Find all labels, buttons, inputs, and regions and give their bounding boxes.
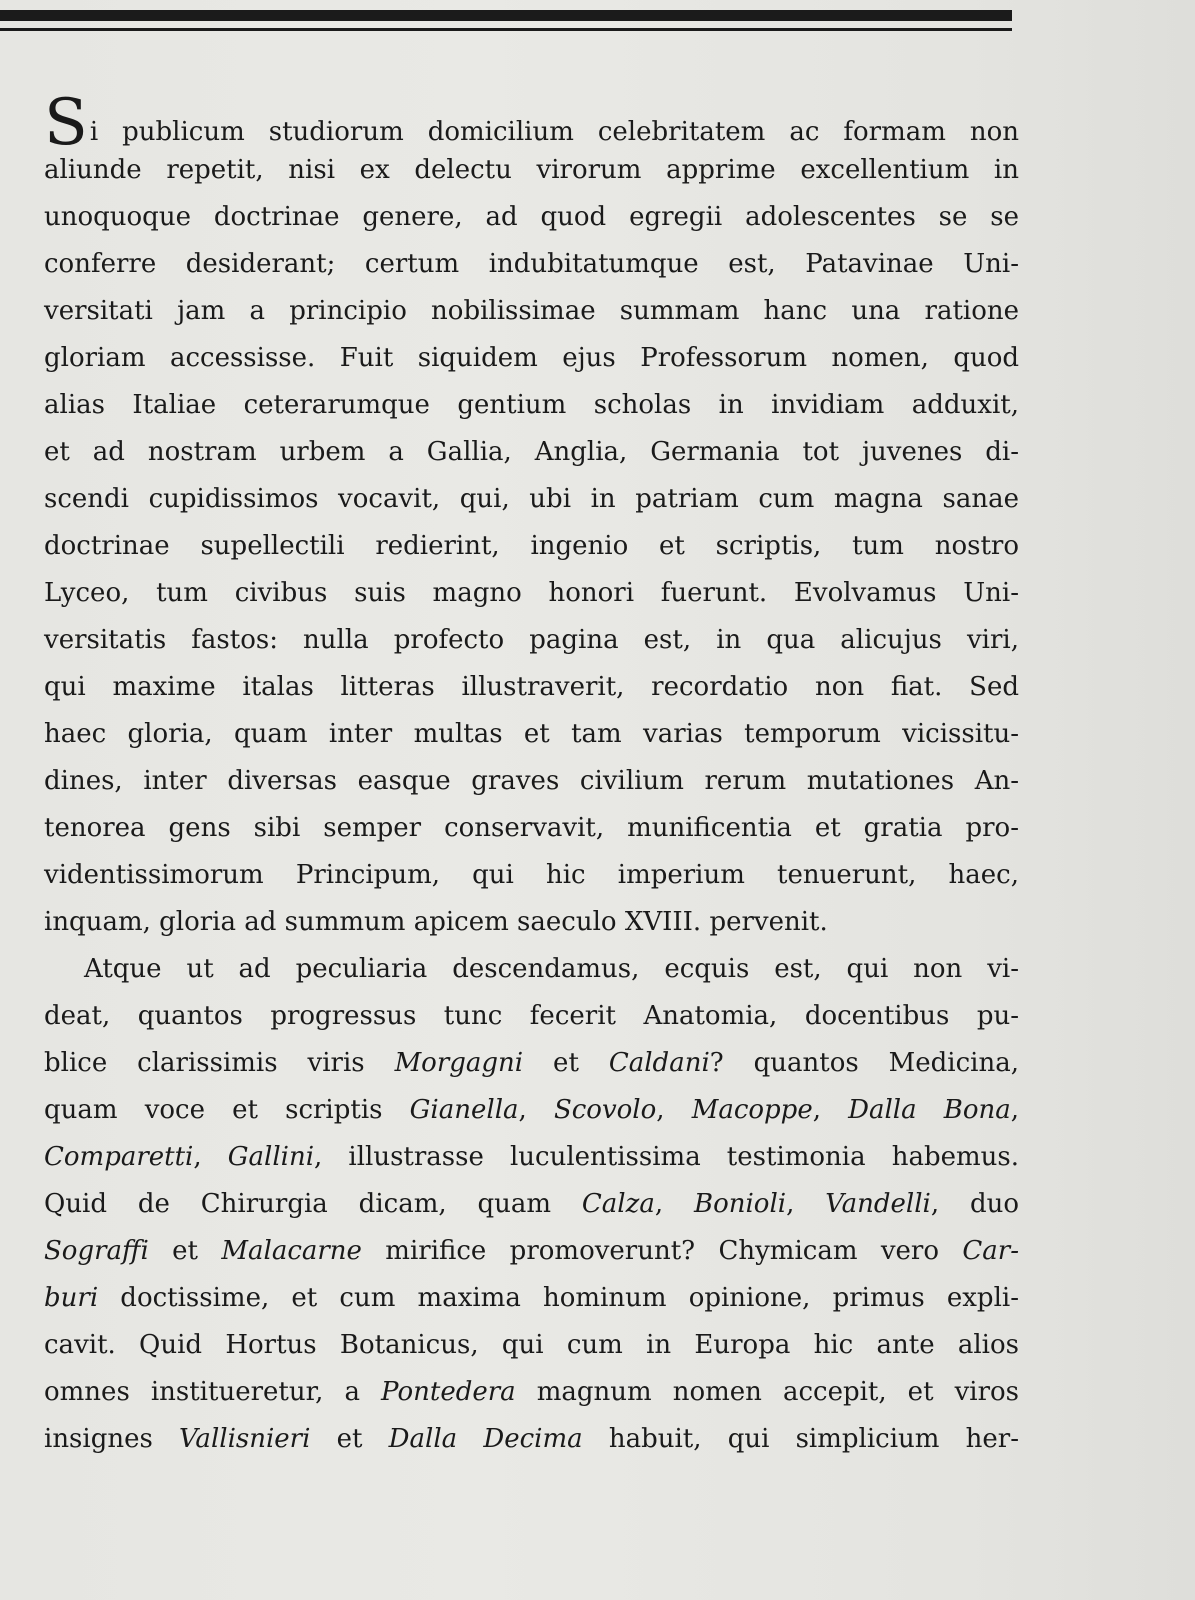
name-morgagni: Morgagni bbox=[394, 1048, 524, 1078]
text-line: Atque ut ad peculiaria descendamus, ecquis est, qui non vi- bbox=[84, 954, 1019, 984]
name-calza: Calza bbox=[581, 1189, 655, 1219]
text-line: Comparetti, Gallini, illustrasse luculentissima testimonia habemus. bbox=[44, 1142, 1020, 1172]
text-line: cavit. Quid Hortus Botanicus, qui cum in Europa hic ante alios bbox=[44, 1330, 1019, 1360]
page-text bbox=[44, 86, 1020, 1463]
name-dalla-decima: Dalla Decima bbox=[388, 1424, 583, 1454]
text-line: Quid de Chirurgia dicam, quam Calza, Bonioli, Vandelli, duo bbox=[44, 1189, 1020, 1219]
text-line: versitati jam a principio nobilissimae summam hanc una ratione bbox=[44, 296, 1019, 326]
name-scovolo: Scovolo bbox=[553, 1095, 657, 1125]
paragraph-2 bbox=[44, 946, 1019, 1463]
name-carburi: Car- bbox=[962, 1236, 1019, 1266]
text-line: alias Italiae ceterarumque gentium scholas in invidiam adduxit, bbox=[44, 390, 1019, 420]
text-line: tenorea gens sibi semper conservavit, munificentia et gratia pro- bbox=[44, 813, 1019, 843]
text-line: quam voce et scriptis Gianella, Scovolo, Macoppe, Dalla Bona, bbox=[44, 1095, 1020, 1125]
text-line: aliunde repetit, nisi ex delectu virorum apprime excellentium in bbox=[44, 155, 1019, 185]
drop-cap: S bbox=[44, 86, 88, 160]
text-line: insignes Vallisnieri et Dalla Decima habuit, qui simplicium her- bbox=[44, 1424, 1020, 1454]
name-dalla-bona: Dalla Bona bbox=[848, 1095, 1011, 1125]
name-vallisnieri: Vallisnieri bbox=[179, 1424, 311, 1454]
text-line: qui maxime italas litteras illustraverit, recordatio non fiat. Sed bbox=[44, 672, 1019, 702]
text-line: Lyceo, tum civibus suis magno honori fuerunt. Evolvamus Uni- bbox=[44, 578, 1019, 608]
name-malacarne: Malacarne bbox=[221, 1236, 362, 1266]
header-rule-thick bbox=[0, 10, 1012, 21]
text-line: buri doctissime, et cum maxima hominum opinione, primus expli- bbox=[44, 1283, 1019, 1313]
paragraph-1 bbox=[44, 86, 1019, 946]
name-macoppe: Macoppe bbox=[691, 1095, 813, 1125]
name-gallini: Gallini bbox=[227, 1142, 315, 1172]
text-line: inquam, gloria ad summum apicem saeculo XVIII. pervenit. bbox=[44, 907, 828, 937]
name-sograffi: Sograffi bbox=[44, 1236, 149, 1266]
text-line: conferre desiderant; certum indubitatumque est, Patavinae Uni- bbox=[44, 249, 1019, 279]
text-line: Sograffi et Malacarne mirifice promoverunt? Chymicam vero Car- bbox=[44, 1236, 1019, 1266]
header-rule-thin bbox=[0, 28, 1012, 31]
text-line: doctrinae supellectili redierint, ingenio et scriptis, tum nostro bbox=[44, 531, 1019, 561]
name-carburi: buri bbox=[44, 1283, 99, 1313]
name-comparetti: Comparetti bbox=[44, 1142, 194, 1172]
text-line: blice clarissimis viris Morgagni et Caldani? quantos Medicina, bbox=[44, 1048, 1020, 1078]
name-vandelli: Vandelli bbox=[825, 1189, 931, 1219]
text-line: unoquoque doctrinae genere, ad quod egregii adolescentes se se bbox=[44, 202, 1019, 232]
text-line: scendi cupidissimos vocavit, qui, ubi in patriam cum magna sanae bbox=[44, 484, 1019, 514]
name-bonioli: Bonioli bbox=[693, 1189, 787, 1219]
text-line: dines, inter diversas easque graves civilium rerum mutationes An- bbox=[44, 766, 1019, 796]
text-line: omnes institueretur, a Pontedera magnum nomen accepit, et viros bbox=[44, 1377, 1019, 1407]
name-caldani: Caldani bbox=[608, 1048, 710, 1078]
text-line: deat, quantos progressus tunc fecerit Anatomia, docentibus pu- bbox=[44, 1001, 1019, 1031]
text-line: videntissimorum Principum, qui hic imperium tenuerunt, haec, bbox=[44, 860, 1019, 890]
name-gianella: Gianella bbox=[409, 1095, 519, 1125]
text-line: haec gloria, quam inter multas et tam varias temporum vicissitu- bbox=[44, 719, 1019, 749]
text-line: gloriam accessisse. Fuit siquidem ejus Professorum nomen, quod bbox=[44, 343, 1019, 373]
text-line: Si publicum studiorum domicilium celebritatem ac formam non bbox=[44, 86, 1019, 160]
name-pontedera: Pontedera bbox=[381, 1377, 516, 1407]
text-line: versitatis fastos: nulla profecto pagina est, in qua alicujus viri, bbox=[44, 625, 1019, 655]
text-line: et ad nostram urbem a Gallia, Anglia, Germania tot juvenes di- bbox=[44, 437, 1019, 467]
